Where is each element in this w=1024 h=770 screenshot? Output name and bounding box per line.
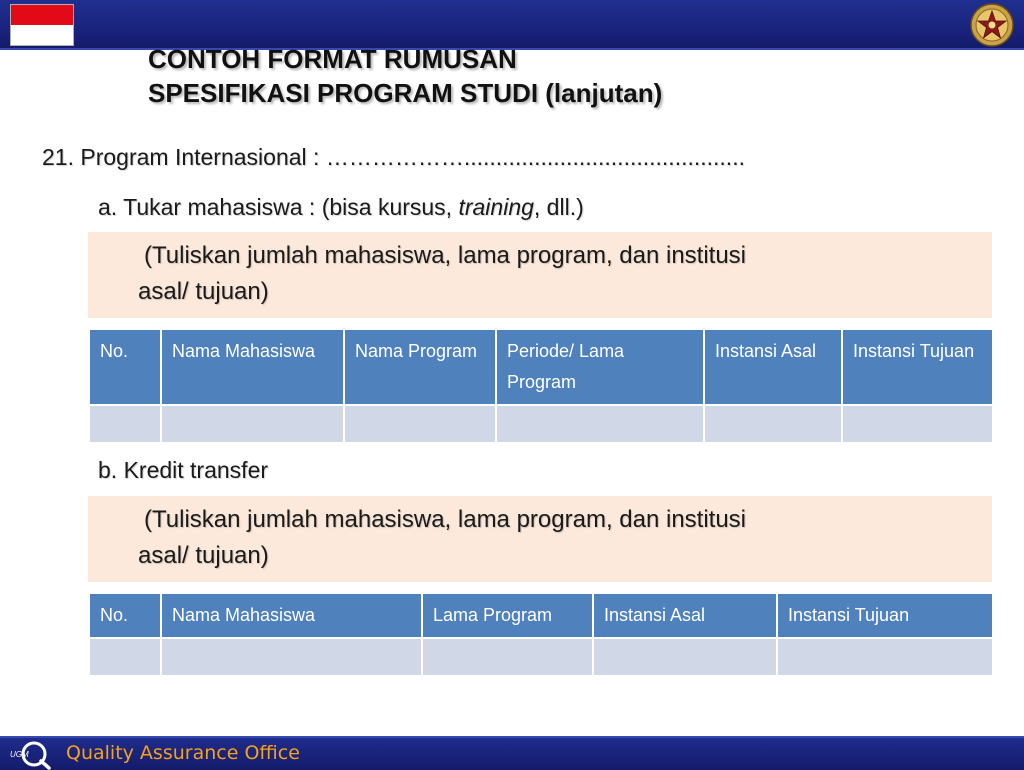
part-b-instruction-line-1: (Tuliskan jumlah mahasiswa, lama program, dan institusi: [144, 506, 747, 533]
column-header-periode: Periode/ Lama Program: [496, 329, 704, 405]
indonesia-flag-icon: [10, 4, 74, 46]
part-b-heading: b. Kredit transfer: [98, 457, 269, 483]
footer-bar: [0, 736, 1024, 770]
column-header-nama-program: Nama Program: [344, 329, 496, 405]
column-header-instansi-tujuan: Instansi Tujuan: [842, 329, 993, 405]
column-header-instansi-asal: Instansi Asal: [593, 593, 777, 638]
part-a-instruction-box: [88, 232, 992, 318]
column-header-instansi-asal: Instansi Asal: [704, 329, 842, 405]
table-cell[interactable]: [704, 405, 842, 443]
table-row: [89, 405, 993, 443]
part-a-italic: training: [458, 194, 534, 220]
column-header-no: No.: [89, 329, 161, 405]
table-cell[interactable]: [89, 405, 161, 443]
footer-text: Quality Assurance Office: [66, 742, 300, 764]
student-exchange-table: [88, 328, 994, 444]
title-line-2: SPESIFIKASI PROGRAM STUDI (lanjutan): [148, 78, 663, 108]
table-cell[interactable]: [842, 405, 993, 443]
part-a-instruction-line-2: asal/ tujuan): [138, 278, 269, 305]
column-header-lama-program: Lama Program: [422, 593, 593, 638]
part-a-instruction-line-1: (Tuliskan jumlah mahasiswa, lama program, dan institusi: [144, 242, 747, 269]
column-header-no: No.: [89, 593, 161, 638]
column-header-nama-mahasiswa: Nama Mahasiswa: [161, 593, 422, 638]
part-b-instruction-line-2: asal/ tujuan): [138, 542, 269, 569]
part-a-heading: [98, 194, 584, 221]
qa-logo-text: UGM: [10, 750, 29, 759]
table-cell[interactable]: [777, 638, 993, 676]
table-cell[interactable]: [422, 638, 593, 676]
credit-transfer-table: [88, 592, 994, 677]
table-header-row: [89, 329, 993, 405]
table-cell[interactable]: [161, 405, 344, 443]
university-emblem-icon: [970, 3, 1014, 47]
part-a-prefix: a. Tukar mahasiswa : (bisa kursus,: [98, 194, 459, 220]
page-title: [148, 42, 662, 110]
table-cell[interactable]: [593, 638, 777, 676]
table-cell[interactable]: [496, 405, 704, 443]
column-header-instansi-tujuan: Instansi Tujuan: [777, 593, 993, 638]
qa-logo-icon: [4, 738, 56, 770]
table-cell[interactable]: [161, 638, 422, 676]
title-line-1: CONTOH FORMAT RUMUSAN: [148, 44, 517, 74]
table-row: [89, 638, 993, 676]
part-a-suffix: , dll.): [533, 194, 584, 220]
table-cell[interactable]: [89, 638, 161, 676]
table-header-row: [89, 593, 993, 638]
section-21-heading: 21. Program Internasional : ………………............................................: [42, 144, 745, 170]
part-b-instruction-box: [88, 496, 992, 582]
column-header-nama-mahasiswa: Nama Mahasiswa: [161, 329, 344, 405]
table-cell[interactable]: [344, 405, 496, 443]
